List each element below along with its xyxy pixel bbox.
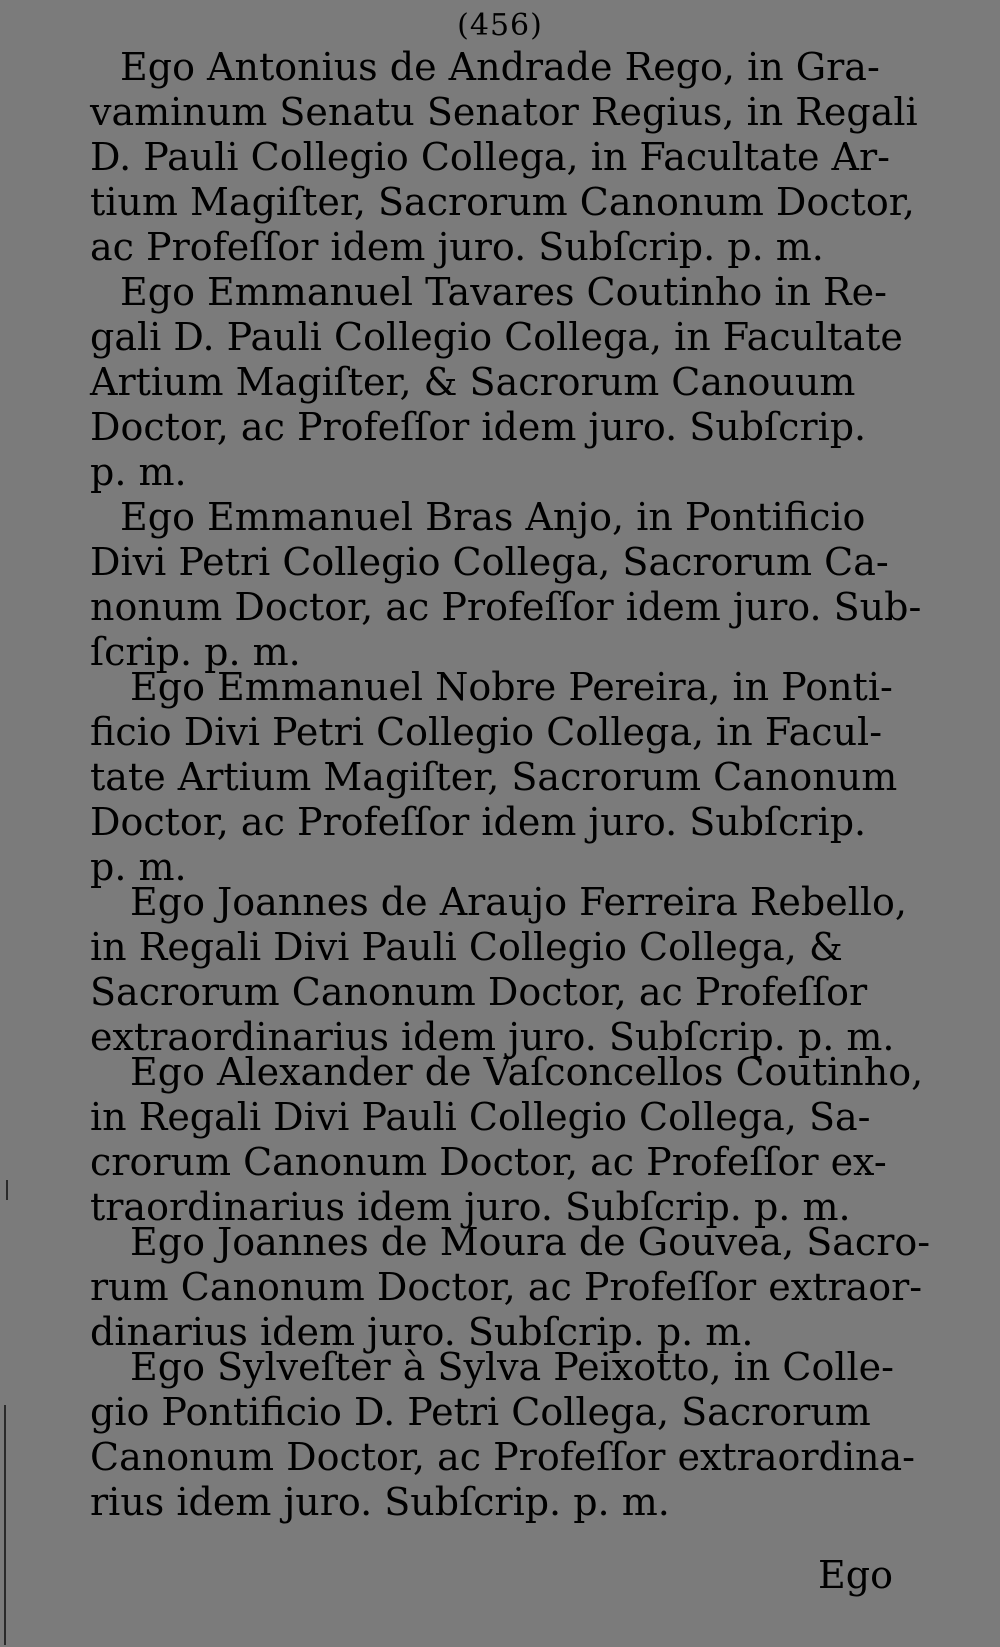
text-line: Artium Magiſter, & Sacrorum Canouum	[90, 360, 856, 404]
text-line: Canonum Doctor, ac Profeſſor extraordina-	[90, 1435, 915, 1479]
text-line: Ego Antonius de Andrade Rego, in Gra-	[120, 45, 880, 89]
text-line: p. m.	[90, 845, 187, 889]
left-edge-mark	[6, 1180, 8, 1200]
text-line: dinarius idem juro. Subſcrip. p. m.	[90, 1310, 754, 1354]
text-line: gali D. Pauli Collegio Collega, in Facultate	[90, 315, 903, 359]
text-line: Ego Emmanuel Nobre Pereira, in Ponti-	[130, 665, 893, 709]
text-line: Ego Emmanuel Tavares Coutinho in Re-	[120, 270, 887, 314]
text-line: Doctor, ac Profeſſor idem juro. Subſcrip.	[90, 405, 867, 449]
text-line: extraordinarius idem juro. Subſcrip. p. m.	[90, 1015, 895, 1059]
catchword: Ego	[818, 1553, 893, 1597]
text-line: vaminum Senatu Senator Regius, in Regali	[90, 90, 918, 134]
text-line: Ego Sylveſter à Sylva Peixotto, in Colle-	[130, 1345, 894, 1389]
text-line: Ego Emmanuel Bras Anjo, in Pontificio	[120, 495, 866, 539]
text-line: p. m.	[90, 450, 187, 494]
text-line: ficio Divi Petri Collegio Collega, in Facul-	[90, 710, 883, 754]
text-line: Ego Joannes de Araujo Ferreira Rebello,	[130, 880, 907, 924]
text-line: D. Pauli Collegio Collega, in Facultate Ar-	[90, 135, 890, 179]
text-line: Ego Joannes de Moura de Gouvea, Sacro-	[130, 1220, 931, 1264]
text-line: rius idem juro. Subſcrip. p. m.	[90, 1480, 670, 1524]
text-line: tium Magiſter, Sacrorum Canonum Doctor,	[90, 180, 915, 224]
text-line: Divi Petri Collegio Collega, Sacrorum Ca-	[90, 540, 889, 584]
text-line: ſcrip. p. m.	[90, 630, 301, 674]
text-line: Sacrorum Canonum Doctor, ac Profeſſor	[90, 970, 868, 1014]
text-line: nonum Doctor, ac Profeſſor idem juro. Sub-	[90, 585, 922, 629]
text-line: rum Canonum Doctor, ac Profeſſor extraor-	[90, 1265, 923, 1309]
page-number: (456)	[457, 8, 543, 43]
text-line: Doctor, ac Profeſſor idem juro. Subſcrip.	[90, 800, 867, 844]
text-line: traordinarius idem juro. Subſcrip. p. m.	[90, 1185, 851, 1229]
text-line: ac Profeſſor idem juro. Subſcrip. p. m.	[90, 225, 824, 269]
text-line: tate Artium Magiſter, Sacrorum Canonum	[90, 755, 898, 799]
left-edge-mark	[4, 1405, 6, 1645]
text-line: in Regali Divi Pauli Collegio Collega, &	[90, 925, 843, 969]
text-line: crorum Canonum Doctor, ac Profeſſor ex-	[90, 1140, 887, 1184]
text-line: in Regali Divi Pauli Collegio Collega, Sa-	[90, 1095, 871, 1139]
text-line: Ego Alexander de Vaſconcellos Coutinho,	[130, 1050, 924, 1094]
text-line: gio Pontificio D. Petri Collega, Sacrorum	[90, 1390, 871, 1434]
